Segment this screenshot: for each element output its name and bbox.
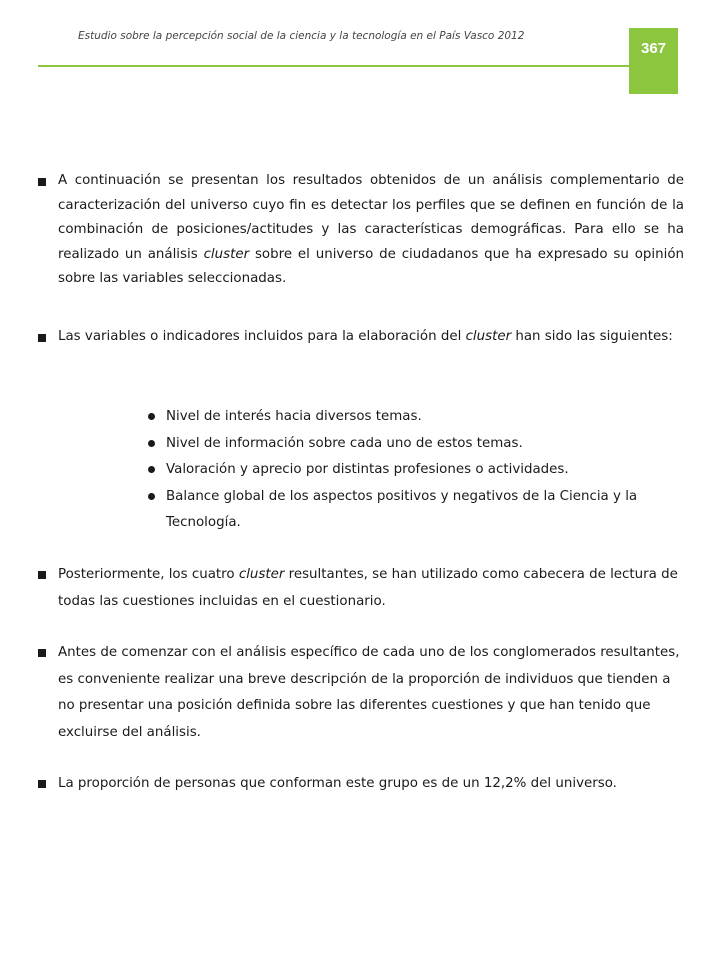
square-bullet-icon [38, 780, 46, 788]
square-bullet-icon [38, 649, 46, 657]
header-divider [38, 65, 678, 67]
paragraph-3-text-end: resultantes, se han utilizado como cabecera de lectura de todas las cuestiones incluidas en el cuestionario. [58, 567, 678, 609]
paragraph-4 [58, 640, 684, 746]
paragraph-1-text: A continuación se presentan los resultados obtenidos de un análisis complementario de caracterización del universo cuyo fin es detectar los perfiles que se definen en función de la combinación de posiciones/actitudes y las características demográficas. Para ello se ha realizado un análisis [58, 173, 684, 262]
bullet-dot-icon [148, 440, 155, 447]
square-bullet-icon [38, 571, 46, 579]
list-item [146, 431, 686, 458]
paragraph-2 [58, 325, 684, 350]
paragraph-5 [58, 771, 684, 798]
square-bullet-icon [38, 334, 46, 342]
bullet-dot-icon [148, 466, 155, 473]
list-item [146, 484, 686, 537]
paragraph-3-text: Posteriormente, los cuatro [58, 567, 239, 582]
variables-list [146, 404, 686, 537]
paragraph-3-italic: cluster [238, 567, 285, 582]
list-item-text: Nivel de información sobre cada uno de estos temas. [166, 435, 523, 451]
paragraph-2-italic: cluster [465, 329, 512, 344]
bullet-dot-icon [148, 493, 155, 500]
paragraph-4-text: Antes de comenzar con el análisis específico de cada uno de los conglomerados resultantes, es conveniente realizar una breve descripción de la proporción de individuos que tienden a no presentar una posición definida sobre las diferentes cuestiones y que han tenido que excluirse del análisis. [58, 645, 680, 740]
list-item [146, 457, 686, 484]
square-bullet-icon [38, 178, 46, 186]
list-item [146, 404, 686, 431]
paragraph-2-text: Las variables o indicadores incluidos para la elaboración del [58, 329, 466, 344]
paragraph-2-text-end: han sido las siguientes: [511, 329, 673, 344]
paragraph-3 [58, 562, 684, 615]
paragraph-1-text-end: sobre el universo de ciudadanos que ha expresado su opinión sobre las variables seleccionadas. [58, 246, 685, 286]
paragraph-5-text: La proporción de personas que conforman este grupo es de un 12,2% del universo. [58, 776, 617, 791]
running-header: Estudio sobre la percepción social de la ciencia y la tecnología en el País Vasco 2012 [78, 30, 525, 42]
bullet-dot-icon [148, 413, 155, 420]
list-item-text: Nivel de interés hacia diversos temas. [166, 409, 422, 424]
paragraph-1 [58, 169, 684, 292]
list-item-text: Balance global de los aspectos positivos y negativos de la Ciencia y la Tecnología. [166, 488, 638, 530]
page-number-badge: 367 [629, 28, 678, 94]
list-item-text: Valoración y aprecio por distintas profesiones o actividades. [166, 462, 569, 477]
paragraph-1-italic: cluster [203, 246, 250, 262]
